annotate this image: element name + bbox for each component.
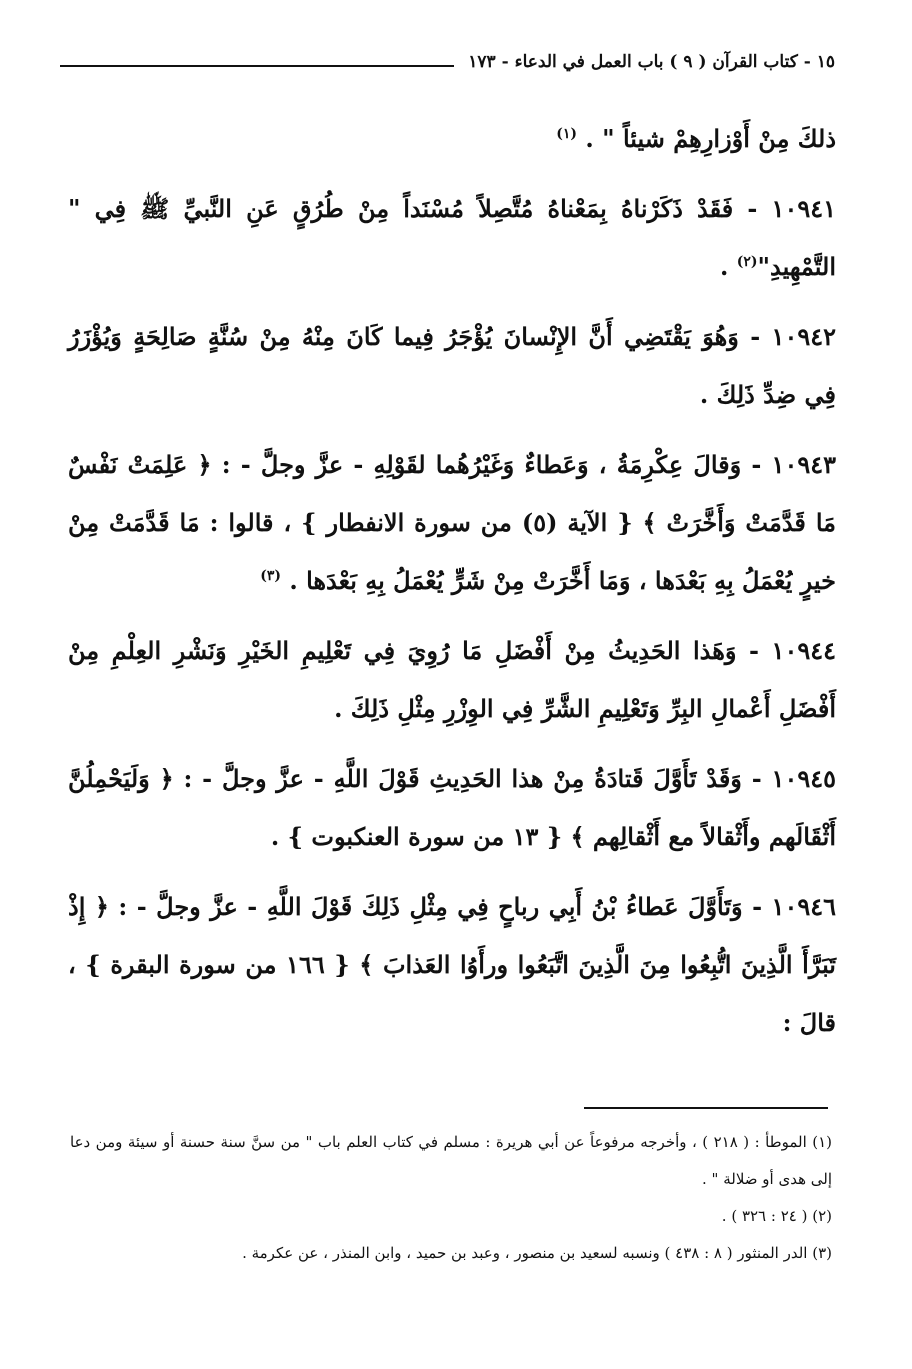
paragraph-10945: ١٠٩٤٥ - وَقَدْ تَأَوَّلَ قَتادَةُ مِنْ هذا الحَدِيثِ قَوْلَ اللَّهِ - عزَّ وجلَّ - : ﴿ وَلَيَحْمِلُنَّ أَثْقَالَهم وأَثْقالاً مع أَثْقالِهم ﴾ { ١٣ من سورة العنكبوت } . bbox=[68, 764, 836, 851]
main-text bbox=[68, 110, 836, 1064]
footnote-3: (٣) الدر المنثور ( ٨ : ٤٣٨ ) ونسبه لسعيد بن منصور ، وعبد بن حميد ، وابن المنذر ، عن عكرمة . bbox=[242, 1244, 832, 1262]
paragraph-10941: ١٠٩٤١ - فَقَدْ ذَكَرْناهُ بِمَعْناهُ مُتَّصِلاً مُسْنَداً مِنْ طُرُقٍ عَنِ النَّبيِّ ﷺ فِي " التَّمْهِيدِ"$^{(٢)}$ . bbox=[68, 194, 836, 281]
paragraph: ذلكَ مِنْ أَوْزارِهِمْ شيئاً " . $^{(١)}$ bbox=[556, 124, 836, 153]
paragraph-10942: ١٠٩٤٢ - وَهُوَ يَقْتَضِي أَنَّ الإِنْسانَ يُؤْجَرُ فِيما كَانَ مِنْهُ مِنْ سُنَّةٍ صَالِحَةٍ وَيُؤْزَرُ فِي ضِدِّ ذَلِكَ . bbox=[68, 322, 836, 409]
footnote-ref: (٣) bbox=[260, 568, 282, 584]
header-rule bbox=[60, 65, 454, 67]
footnote-ref: (١) bbox=[556, 126, 578, 142]
page-header bbox=[60, 46, 835, 78]
footnote-1: (١) الموطأ : ( ٢١٨ ) ، وأخرجه مرفوعاً عن أبي هريرة : مسلم في كتاب العلم باب " من سنَّ سنة حسنة أو سيئة ومن دعا إلى هدى أو ضلالة " . bbox=[70, 1133, 832, 1188]
footnote-ref: (٢) bbox=[736, 254, 758, 270]
footnotes bbox=[70, 1124, 832, 1272]
paragraph-10944: ١٠٩٤٤ - وَهَذا الحَدِيثُ مِنْ أَفْضَلِ مَا رُوِيَ فِي تَعْلِيمِ الخَيْرِ وَنَشْرِ العِلْمِ مِنْ أَفْضَلِ أَعْمالِ البِرِّ وَتَعْلِيمِ الشَّرِّ فِي الوِزْرِ مِثْلِ ذَلِكَ . bbox=[68, 636, 836, 723]
footnote-rule bbox=[584, 1107, 828, 1109]
paragraph-10946: ١٠٩٤٦ - وَتَأَوَّلَ عَطاءُ بْنُ أَبِي رباحٍ فِي مِثْلِ ذَلِكَ قَوْلَ اللَّهِ - عزَّ وجلَّ - : ﴿ إِذْ تَبَرَّأَ الَّذِينَ اتُّبِعُوا مِنَ الَّذِينَ اتَّبَعُوا ورأَوُا العَذابَ ﴾ { ١٦٦ من سورة البقرة } ، قالَ : bbox=[68, 892, 836, 1037]
running-title: ١٥ - كتاب القرآن ( ٩ ) باب العمل في الدعاء - ١٧٣ bbox=[468, 52, 835, 72]
paragraph-10943: ١٠٩٤٣ - وَقالَ عِكْرِمَةُ ، وَعَطاءٌ وَغَيْرُهُما لقَوْلِهِ - عزَّ وجلَّ - : ﴿ عَلِمَتْ نَفْسٌ مَا قَدَّمَتْ وَأَخَّرَتْ ﴾ { الآية (٥) من سورة الانفطار } ، قالوا : مَا قَدَّمَتْ مِنْ خيرٍ يُعْمَلُ بِهِ بَعْدَها ، وَمَا أَخَّرَتْ مِنْ شَرٍّ يُعْمَلُ بِهِ بَعْدَها . $^{(٣)}$ bbox=[68, 450, 836, 595]
footnote-2: (٢) ( ٢٤ : ٣٢٦ ) . bbox=[721, 1207, 832, 1225]
